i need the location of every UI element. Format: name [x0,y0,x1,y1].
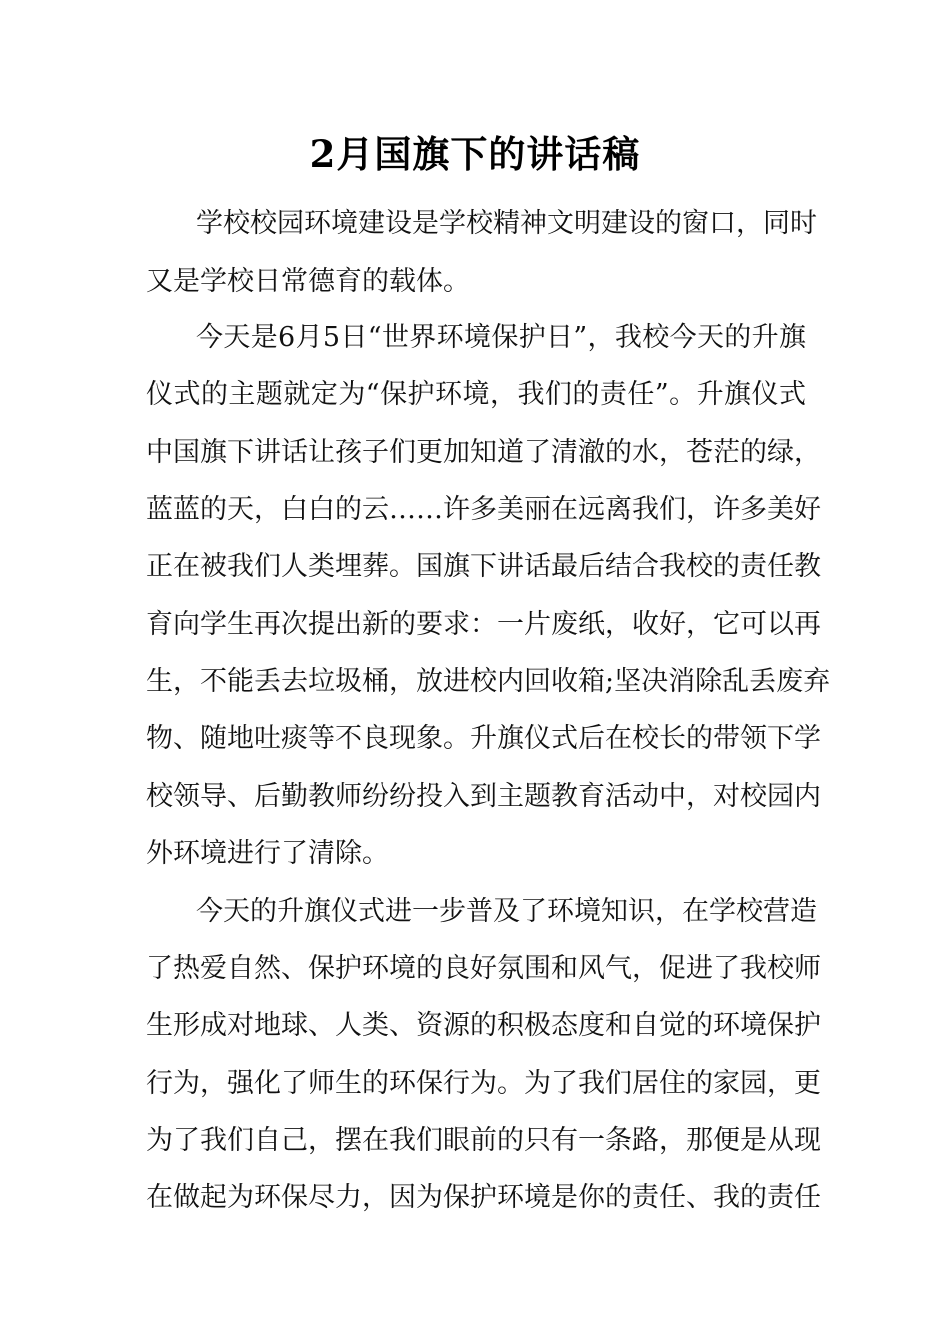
paragraph-2-line-7: 生，不能丢去垃圾桶，放进校内回收箱;坚决消除乱丢废弃 [146,666,831,697]
paragraph-3-line-2: 了热爱自然、保护环境的良好氛围和风气，促进了我校师 [146,953,821,984]
paragraph-2-line-2: 仪式的主题就定为“保护环境，我们的责任”。升旗仪式 [146,379,806,410]
paragraph-2-line-8: 物、随地吐痰等不良现象。升旗仪式后在校长的带领下学 [146,723,821,754]
document-title: 2月国旗下的讲话稿 [309,132,641,176]
paragraph-2-line-3: 中国旗下讲话让孩子们更加知道了清澈的水，苍茫的绿， [146,437,821,468]
paragraph-2-line-10: 外环境进行了清除。 [146,838,389,869]
paragraph-3-line-4: 行为，强化了师生的环保行为。为了我们居住的家园，更 [146,1068,821,1099]
paragraph-3-line-6: 在做起为环保尽力，因为保护环境是你的责任、我的责任 [146,1182,821,1213]
paragraph-3-line-1: 今天的升旗仪式进一步普及了环境知识，在学校营造 [196,896,817,927]
paragraph-2-line-5: 正在被我们人类埋葬。国旗下讲话最后结合我校的责任教 [146,551,821,582]
paragraph-3-line-3: 生形成对地球、人类、资源的积极态度和自觉的环境保护 [146,1010,821,1041]
paragraph-2-line-4: 蓝蓝的天，白白的云……许多美丽在远离我们，许多美好 [146,494,821,525]
paragraph-1-line-1: 学校校园环境建设是学校精神文明建设的窗口，同时 [196,208,817,239]
paragraph-3-line-5: 为了我们自己，摆在我们眼前的只有一条路，那便是从现 [146,1125,821,1156]
paragraph-2-line-1: 今天是6月5日“世界环境保护日”，我校今天的升旗 [196,322,806,353]
paragraph-2-line-9: 校领导、后勤教师纷纷投入到主题教育活动中，对校园内 [146,781,821,812]
paragraph-2-line-6: 育向学生再次提出新的要求：一片废纸，收好，它可以再 [146,609,821,640]
paragraph-1-line-2: 又是学校日常德育的载体。 [146,266,470,297]
